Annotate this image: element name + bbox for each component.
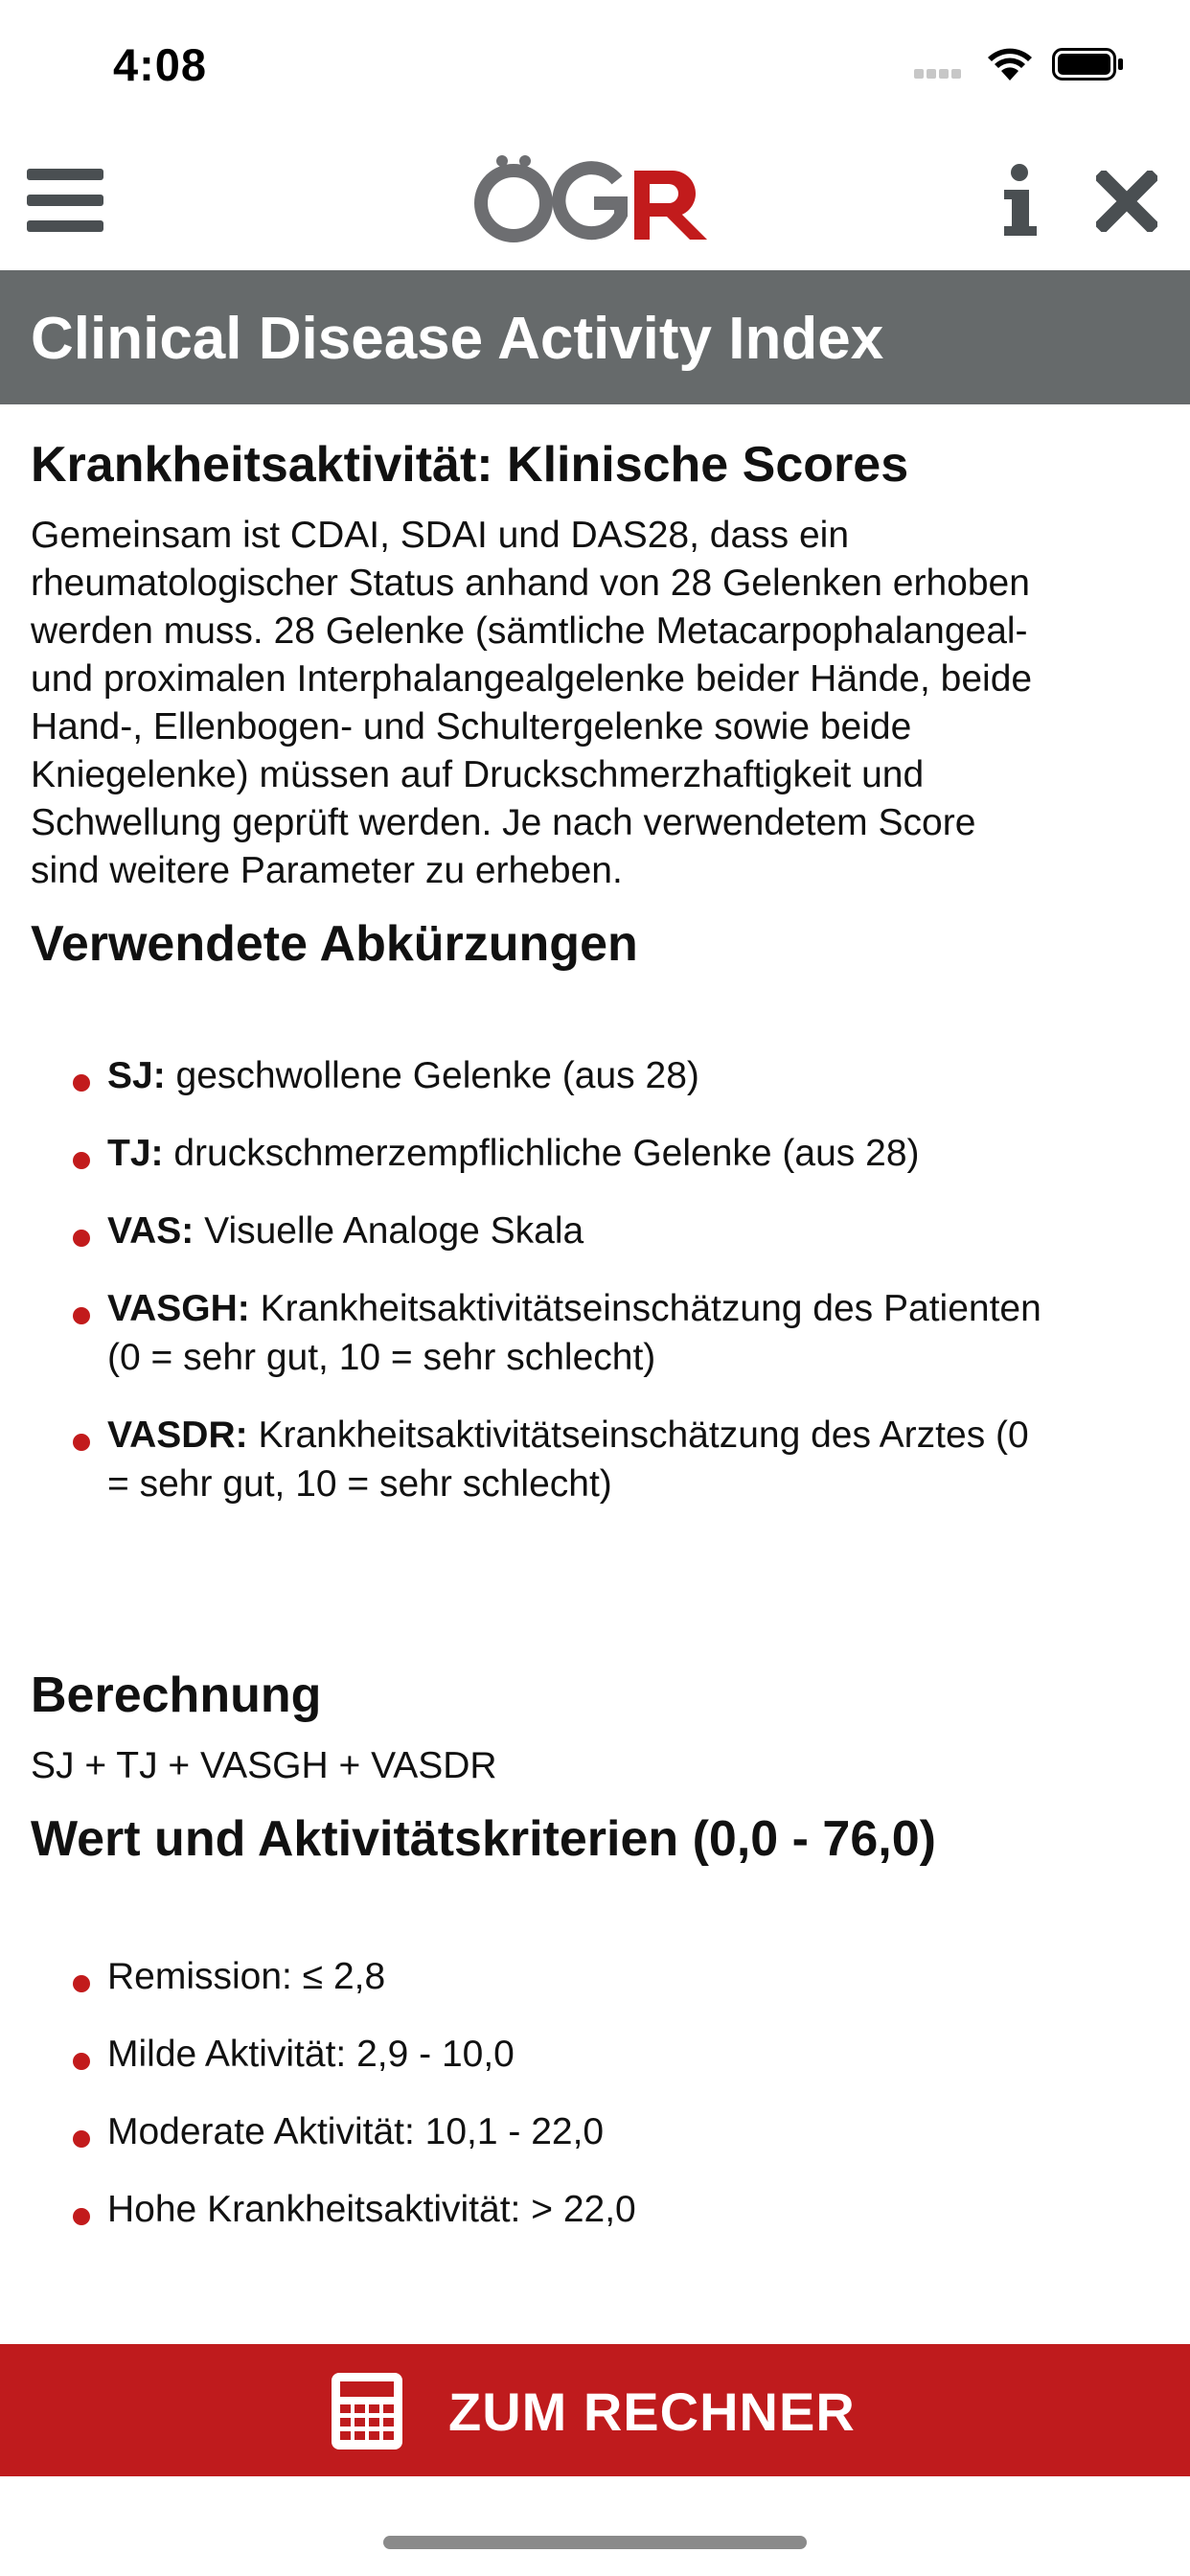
- bullet-icon: [73, 1230, 90, 1247]
- bullet-icon: [73, 2130, 90, 2148]
- bullet-icon: [73, 1307, 90, 1324]
- abbreviation-term: VASGH:: [107, 1287, 250, 1329]
- title-bar: [0, 270, 1190, 404]
- list-item: [31, 2030, 1161, 2079]
- wifi-icon: [985, 46, 1035, 82]
- abbreviation-definition: Krankheitsaktivitätseinschätzung des Arztes (0: [258, 1414, 1029, 1456]
- status-bar: [0, 0, 1190, 134]
- list-item: [31, 2185, 1161, 2234]
- paragraph-line: Kniegelenke) müssen auf Druckschmerzhaftigkeit und: [31, 754, 925, 796]
- abbreviation-term: VASDR:: [107, 1414, 248, 1456]
- abbreviation-definition: = sehr gut, 10 = sehr schlecht): [107, 1462, 612, 1505]
- paragraph-line: sind weitere Parameter zu erheben.: [31, 850, 623, 892]
- criteria-text: Milde Aktivität: 2,9 - 10,0: [107, 2033, 515, 2075]
- list-item: [31, 1284, 1161, 1382]
- calculation-formula: SJ + TJ + VASGH + VASDR: [31, 1745, 497, 1787]
- status-time: 4:08: [113, 39, 208, 90]
- navigation-bar: [0, 134, 1190, 270]
- abbreviation-term: TJ:: [107, 1132, 164, 1174]
- criteria-list: [31, 1952, 1161, 2234]
- hamburger-icon: [27, 169, 103, 180]
- abbreviation-definition: geschwollene Gelenke (aus 28): [175, 1054, 699, 1096]
- criteria-text: Hohe Krankheitsaktivität: > 22,0: [107, 2188, 636, 2230]
- content-area: [31, 404, 1161, 2234]
- abbreviation-definition: Visuelle Analoge Skala: [204, 1209, 584, 1252]
- abbreviation-definition: (0 = sehr gut, 10 = sehr schlecht): [107, 1336, 656, 1378]
- list-item: [31, 2107, 1161, 2156]
- paragraph-line: Schwellung geprüft werden. Je nach verwendetem Score: [31, 802, 976, 844]
- info-icon: [996, 163, 1042, 240]
- paragraph-line: Gemeinsam ist CDAI, SDAI und DAS28, dass ein: [31, 515, 850, 557]
- close-button[interactable]: [1096, 171, 1157, 232]
- section-heading-calculation: Berechnung: [31, 1667, 322, 1723]
- paragraph-line: rheumatologischer Status anhand von 28 Gelenken erhoben: [31, 563, 1030, 605]
- calculator-button-label: ZUM RECHNER: [448, 2381, 856, 2442]
- section-heading-criteria: Wert und Aktivitätskriterien (0,0 - 76,0): [31, 1811, 936, 1868]
- bullet-icon: [73, 2053, 90, 2070]
- calculator-button[interactable]: [0, 2344, 1190, 2476]
- home-indicator: [383, 2536, 807, 2549]
- list-item: [31, 1207, 1161, 1255]
- abbreviation-term: VAS:: [107, 1209, 195, 1252]
- abbreviations-list: [31, 1051, 1161, 1508]
- list-item: [31, 1411, 1161, 1508]
- bullet-icon: [73, 2208, 90, 2225]
- abbreviation-term: SJ:: [107, 1054, 166, 1096]
- bullet-icon: [73, 1074, 90, 1092]
- bullet-icon: [73, 1975, 90, 1992]
- info-button[interactable]: [996, 163, 1042, 240]
- abbreviation-definition: druckschmerzempflichliche Gelenke (aus 28): [173, 1132, 920, 1174]
- menu-button[interactable]: [27, 169, 103, 232]
- abbreviation-definition: Krankheitsaktivitätseinschätzung des Patienten: [260, 1287, 1041, 1329]
- cellular-signal-icon: [914, 69, 972, 82]
- bullet-icon: [73, 1152, 90, 1169]
- battery-icon: [1052, 46, 1125, 82]
- section-heading-abbreviations: Verwendete Abkürzungen: [31, 916, 638, 973]
- calculator-icon: [332, 2373, 402, 2450]
- list-item: [31, 1952, 1161, 2001]
- section-heading-clinical-scores: Krankheitsaktivität: Klinische Scores: [31, 437, 909, 493]
- list-item: [31, 1051, 1161, 1100]
- list-item: [31, 1129, 1161, 1178]
- paragraph-line: werden muss. 28 Gelenke (sämtliche Metacarpophalangeal-: [31, 610, 1028, 653]
- page-title: Clinical Disease Activity Index: [31, 306, 884, 372]
- close-icon: [1096, 171, 1157, 232]
- criteria-text: Moderate Aktivität: 10,1 - 22,0: [107, 2110, 605, 2152]
- bullet-icon: [73, 1434, 90, 1451]
- intro-paragraph: [31, 512, 1161, 895]
- criteria-text: Remission: ≤ 2,8: [107, 1955, 386, 1997]
- oegr-logo: [473, 151, 717, 247]
- paragraph-line: Hand-, Ellenbogen- und Schultergelenke sowie beide: [31, 706, 912, 748]
- paragraph-line: und proximalen Interphalangealgelenke beider Hände, beide: [31, 658, 1033, 701]
